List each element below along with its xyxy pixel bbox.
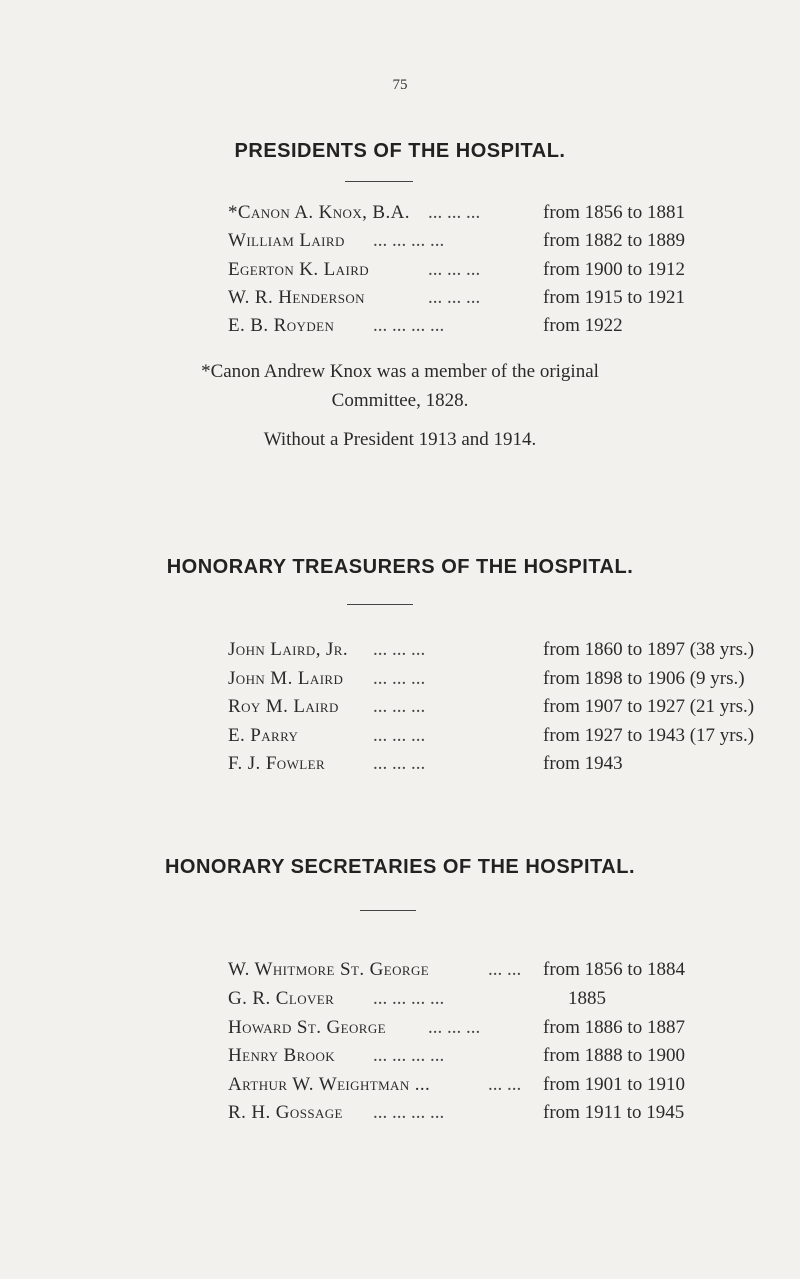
presidents-footnote-continued: Committee, 1828. [331,390,469,411]
secretaries-heading: HONORARY SECRETARIES OF THE HOSPITAL. [164,856,635,878]
treasurer-name: F. J. Fowler [228,753,326,774]
leader-dots: ... ... ... [373,639,426,660]
list-item [228,1043,728,1069]
leader-dots: ... ... [488,959,522,980]
president-name: Egerton K. Laird [228,259,370,280]
leader-dots: ... ... ... ... [373,988,445,1009]
secretary-name: G. R. Clover [228,988,335,1009]
president-period: from 1915 to 1921 [543,287,685,308]
secretary-name: W. Whitmore St. George [228,959,430,980]
list-item [228,257,728,283]
list-item [228,285,728,311]
section-divider [360,910,416,911]
presidents-vacancy-note: Without a President 1913 and 1914. [263,429,537,450]
list-item [228,1072,728,1098]
president-name: *Canon A. Knox, B.A. [228,202,410,223]
treasurer-period: from 1927 to 1943 (17 yrs.) [543,725,755,746]
list-item [228,1100,728,1126]
section-divider [345,181,413,182]
secretary-period: from 1911 to 1945 [543,1102,685,1123]
president-period: from 1922 [543,315,623,336]
list-item [228,228,728,254]
secretary-name: Henry Brook [228,1045,336,1066]
list-item [228,666,768,692]
leader-dots: ... ... ... [373,725,426,746]
list-item [228,1015,728,1041]
treasurer-name: E. Parry [228,725,299,746]
treasurer-name: Roy M. Laird [228,696,339,717]
list-item [228,637,768,663]
section-divider [347,604,413,605]
president-period: from 1856 to 1881 [543,202,685,223]
treasurer-period: from 1898 to 1906 (9 yrs.) [543,668,745,689]
secretary-period: from 1901 to 1910 [543,1074,685,1095]
secretary-period: from 1856 to 1884 [543,959,685,980]
leader-dots: ... ... ... [428,1017,481,1038]
president-period: from 1900 to 1912 [543,259,685,280]
list-item [228,957,728,983]
leader-dots: ... ... ... [373,668,426,689]
leader-dots: ... ... ... ... [373,1045,445,1066]
presidents-heading: PRESIDENTS OF THE HOSPITAL. [234,140,566,162]
secretary-name: Arthur W. Weightman ... [228,1074,431,1095]
page-number: 75 [392,77,408,93]
presidents-footnote: *Canon Andrew Knox was a member of the original [201,361,599,382]
treasurer-name: John Laird, Jr. [228,639,349,660]
list-item [228,200,728,226]
leader-dots: ... ... ... [428,202,481,223]
treasurer-period: from 1907 to 1927 (21 yrs.) [543,696,755,717]
leader-dots: ... ... ... ... [373,230,445,251]
secretary-name: R. H. Gossage [228,1102,343,1123]
list-item [228,751,768,777]
secretary-name: Howard St. George [228,1017,386,1038]
treasurers-heading: HONORARY TREASURERS OF THE HOSPITAL. [166,556,634,578]
list-item [228,694,768,720]
leader-dots: ... ... ... ... [373,1102,445,1123]
president-period: from 1882 to 1889 [543,230,685,251]
president-name: William Laird [228,230,345,251]
leader-dots: ... ... ... [428,259,481,280]
secretary-period: 1885 [568,988,606,1009]
president-name: E. B. Royden [228,315,335,336]
leader-dots: ... ... ... [373,753,426,774]
secretary-period: from 1886 to 1887 [543,1017,685,1038]
leader-dots: ... ... [488,1074,522,1095]
leader-dots: ... ... ... [373,696,426,717]
leader-dots: ... ... ... ... [373,315,445,336]
list-item [228,313,728,339]
treasurer-period: from 1943 [543,753,623,774]
list-item [228,986,728,1012]
leader-dots: ... ... ... [428,287,481,308]
secretary-period: from 1888 to 1900 [543,1045,685,1066]
president-name: W. R. Henderson [228,287,365,308]
treasurer-period: from 1860 to 1897 (38 yrs.) [543,639,755,660]
list-item [228,723,768,749]
treasurer-name: John M. Laird [228,668,344,689]
